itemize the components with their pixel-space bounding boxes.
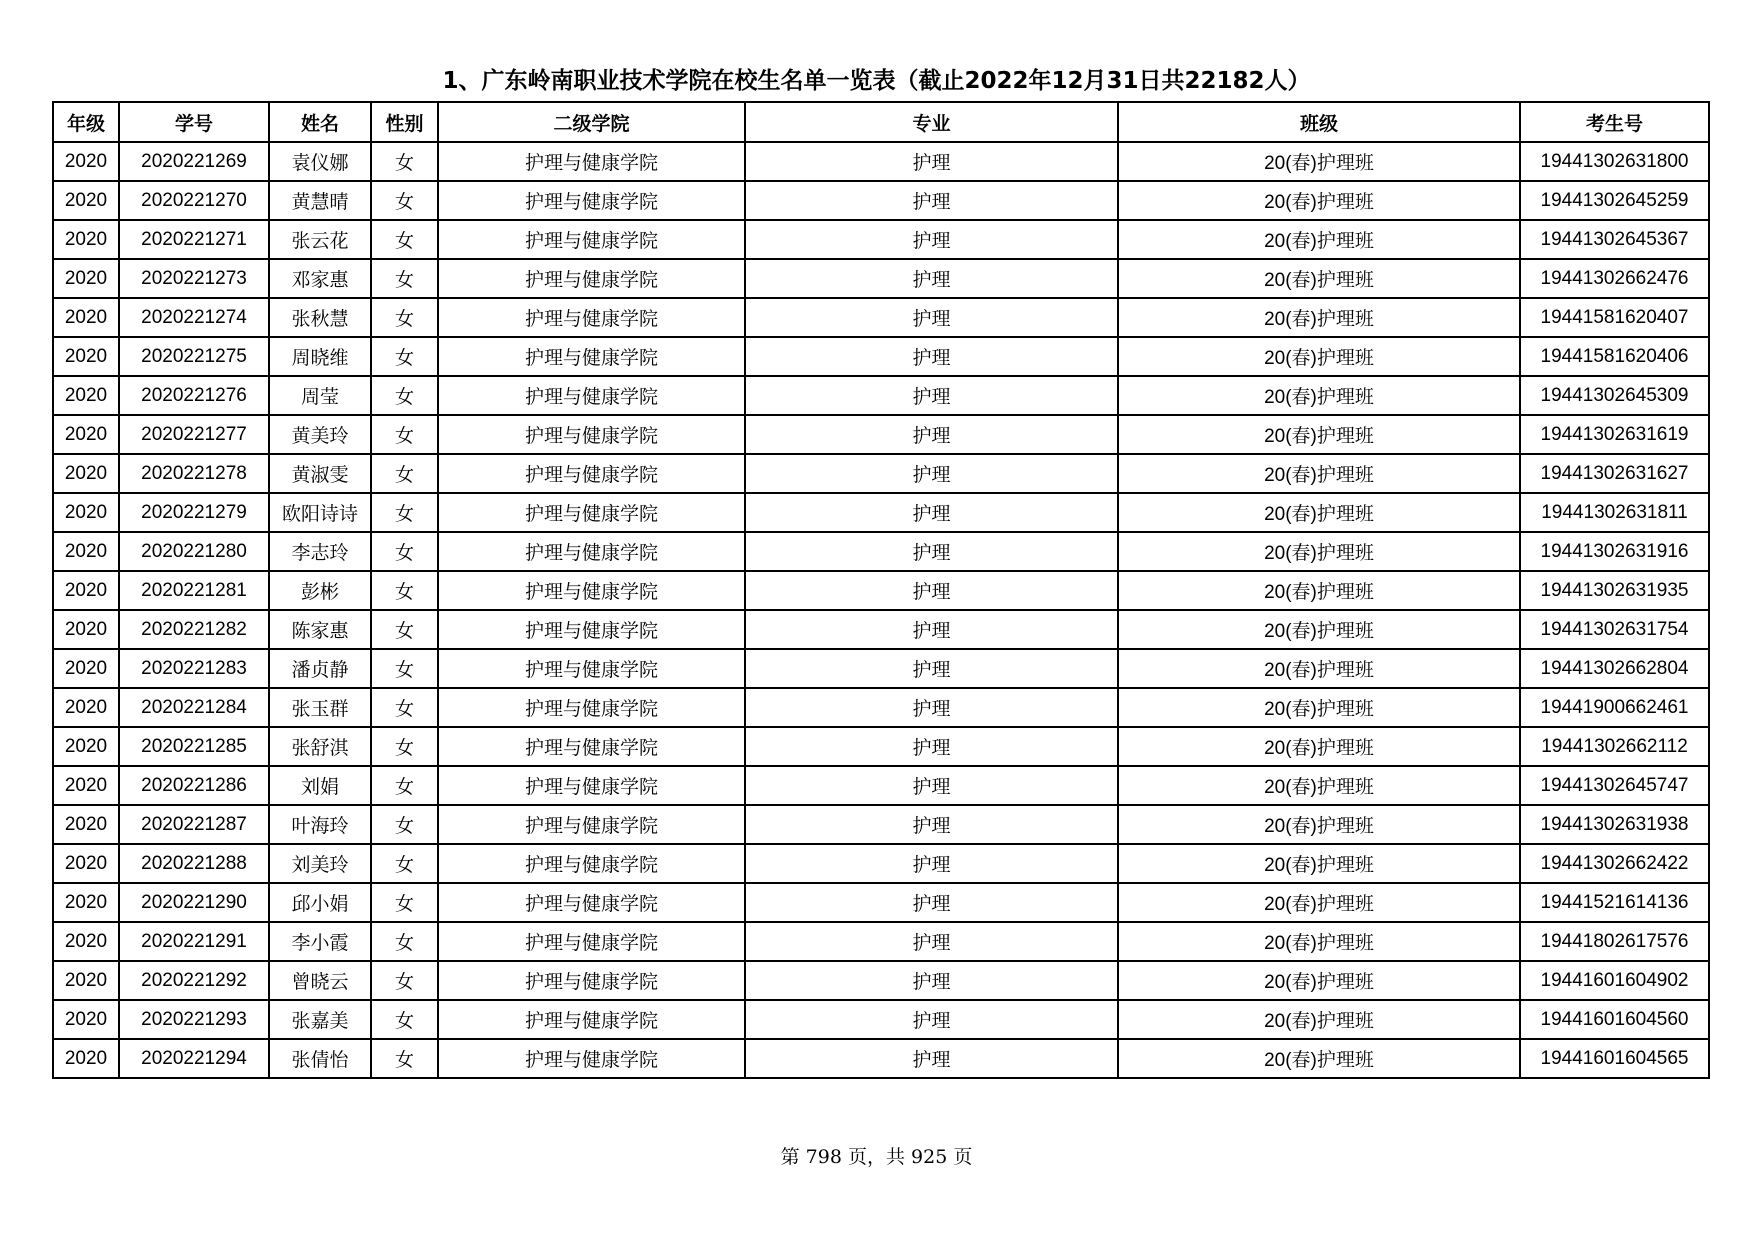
header-row — [53, 102, 1709, 142]
exam-number-cell: 19441601604565 — [1520, 1039, 1709, 1078]
exam-number-cell: 19441302662112 — [1520, 727, 1709, 766]
exam-number-cell: 19441802617576 — [1520, 922, 1709, 961]
name-cell: 潘贞静 — [269, 649, 371, 688]
grade-cell: 2020 — [53, 337, 119, 376]
student-id-cell: 2020221290 — [119, 883, 269, 922]
major-cell: 护理 — [745, 844, 1118, 883]
student-id-cell: 2020221277 — [119, 415, 269, 454]
grade-cell: 2020 — [53, 1039, 119, 1078]
class-cell: 20(春)护理班 — [1118, 844, 1520, 883]
name-cell: 李小霞 — [269, 922, 371, 961]
class-cell: 20(春)护理班 — [1118, 883, 1520, 922]
college-cell: 护理与健康学院 — [438, 298, 745, 337]
college-cell: 护理与健康学院 — [438, 454, 745, 493]
major-cell: 护理 — [745, 805, 1118, 844]
exam-number-cell: 19441521614136 — [1520, 883, 1709, 922]
college-cell: 护理与健康学院 — [438, 1039, 745, 1078]
name-cell: 黄美玲 — [269, 415, 371, 454]
student-id-cell: 2020221288 — [119, 844, 269, 883]
major-cell: 护理 — [745, 649, 1118, 688]
table-row — [53, 961, 1709, 1000]
major-cell: 护理 — [745, 298, 1118, 337]
major-cell: 护理 — [745, 142, 1118, 181]
gender-cell: 女 — [371, 142, 438, 181]
exam-number-cell: 19441302631811 — [1520, 493, 1709, 532]
document-title: 1、广东岭南职业技术学院在校生名单一览表（截止2022年12月31日共22182人） — [442, 68, 1311, 94]
exam-number-cell: 19441302645309 — [1520, 376, 1709, 415]
student-id-cell: 2020221291 — [119, 922, 269, 961]
exam-number-cell: 19441302631754 — [1520, 610, 1709, 649]
college-cell: 护理与健康学院 — [438, 376, 745, 415]
class-cell: 20(春)护理班 — [1118, 376, 1520, 415]
name-cell: 黄慧晴 — [269, 181, 371, 220]
table-row — [53, 649, 1709, 688]
name-cell: 张舒淇 — [269, 727, 371, 766]
grade-cell: 2020 — [53, 142, 119, 181]
grade-cell: 2020 — [53, 1000, 119, 1039]
class-cell: 20(春)护理班 — [1118, 337, 1520, 376]
table-row — [53, 1039, 1709, 1078]
header-major: 专业 — [745, 102, 1118, 142]
college-cell: 护理与健康学院 — [438, 181, 745, 220]
table-row — [53, 805, 1709, 844]
class-cell: 20(春)护理班 — [1118, 493, 1520, 532]
name-cell: 袁仪娜 — [269, 142, 371, 181]
header-college: 二级学院 — [438, 102, 745, 142]
table-row — [53, 493, 1709, 532]
table-row — [53, 571, 1709, 610]
gender-cell: 女 — [371, 883, 438, 922]
grade-cell: 2020 — [53, 259, 119, 298]
header-gender: 性别 — [371, 102, 438, 142]
grade-cell: 2020 — [53, 493, 119, 532]
name-cell: 张玉群 — [269, 688, 371, 727]
college-cell: 护理与健康学院 — [438, 220, 745, 259]
grade-cell: 2020 — [53, 376, 119, 415]
gender-cell: 女 — [371, 727, 438, 766]
grade-cell: 2020 — [53, 883, 119, 922]
class-cell: 20(春)护理班 — [1118, 766, 1520, 805]
class-cell: 20(春)护理班 — [1118, 454, 1520, 493]
college-cell: 护理与健康学院 — [438, 688, 745, 727]
grade-cell: 2020 — [53, 649, 119, 688]
table-row — [53, 688, 1709, 727]
student-id-cell: 2020221276 — [119, 376, 269, 415]
table-row — [53, 415, 1709, 454]
grade-cell: 2020 — [53, 298, 119, 337]
gender-cell: 女 — [371, 259, 438, 298]
exam-number-cell: 19441302645259 — [1520, 181, 1709, 220]
student-id-cell: 2020221287 — [119, 805, 269, 844]
table-row — [53, 922, 1709, 961]
table-row — [53, 532, 1709, 571]
major-cell: 护理 — [745, 376, 1118, 415]
name-cell: 欧阳诗诗 — [269, 493, 371, 532]
gender-cell: 女 — [371, 649, 438, 688]
student-id-cell: 2020221269 — [119, 142, 269, 181]
student-id-cell: 2020221286 — [119, 766, 269, 805]
grade-cell: 2020 — [53, 805, 119, 844]
gender-cell: 女 — [371, 415, 438, 454]
name-cell: 张嘉美 — [269, 1000, 371, 1039]
gender-cell: 女 — [371, 805, 438, 844]
grade-cell: 2020 — [53, 532, 119, 571]
major-cell: 护理 — [745, 415, 1118, 454]
gender-cell: 女 — [371, 1039, 438, 1078]
grade-cell: 2020 — [53, 220, 119, 259]
student-id-cell: 2020221270 — [119, 181, 269, 220]
class-cell: 20(春)护理班 — [1118, 1000, 1520, 1039]
header-grade: 年级 — [53, 102, 119, 142]
exam-number-cell: 19441302645747 — [1520, 766, 1709, 805]
gender-cell: 女 — [371, 922, 438, 961]
table-row — [53, 259, 1709, 298]
table-row — [53, 610, 1709, 649]
table-row — [53, 1000, 1709, 1039]
class-cell: 20(春)护理班 — [1118, 688, 1520, 727]
exam-number-cell: 19441302631916 — [1520, 532, 1709, 571]
table-row — [53, 220, 1709, 259]
major-cell: 护理 — [745, 493, 1118, 532]
class-cell: 20(春)护理班 — [1118, 220, 1520, 259]
college-cell: 护理与健康学院 — [438, 649, 745, 688]
table-row — [53, 454, 1709, 493]
grade-cell: 2020 — [53, 415, 119, 454]
gender-cell: 女 — [371, 610, 438, 649]
name-cell: 周晓维 — [269, 337, 371, 376]
gender-cell: 女 — [371, 766, 438, 805]
student-id-cell: 2020221274 — [119, 298, 269, 337]
name-cell: 周莹 — [269, 376, 371, 415]
major-cell: 护理 — [745, 610, 1118, 649]
college-cell: 护理与健康学院 — [438, 532, 745, 571]
major-cell: 护理 — [745, 688, 1118, 727]
gender-cell: 女 — [371, 337, 438, 376]
class-cell: 20(春)护理班 — [1118, 415, 1520, 454]
college-cell: 护理与健康学院 — [438, 610, 745, 649]
gender-cell: 女 — [371, 688, 438, 727]
student-id-cell: 2020221271 — [119, 220, 269, 259]
student-id-cell: 2020221279 — [119, 493, 269, 532]
table-body — [53, 142, 1709, 1078]
class-cell: 20(春)护理班 — [1118, 532, 1520, 571]
class-cell: 20(春)护理班 — [1118, 922, 1520, 961]
grade-cell: 2020 — [53, 727, 119, 766]
student-id-cell: 2020221278 — [119, 454, 269, 493]
table-row — [53, 298, 1709, 337]
name-cell: 张云花 — [269, 220, 371, 259]
name-cell: 邱小娟 — [269, 883, 371, 922]
name-cell: 张秋慧 — [269, 298, 371, 337]
college-cell: 护理与健康学院 — [438, 142, 745, 181]
grade-cell: 2020 — [53, 922, 119, 961]
major-cell: 护理 — [745, 1000, 1118, 1039]
student-id-cell: 2020221293 — [119, 1000, 269, 1039]
major-cell: 护理 — [745, 766, 1118, 805]
table-row — [53, 766, 1709, 805]
exam-number-cell: 19441900662461 — [1520, 688, 1709, 727]
college-cell: 护理与健康学院 — [438, 961, 745, 1000]
student-id-cell: 2020221294 — [119, 1039, 269, 1078]
gender-cell: 女 — [371, 493, 438, 532]
header-name: 姓名 — [269, 102, 371, 142]
grade-cell: 2020 — [53, 961, 119, 1000]
class-cell: 20(春)护理班 — [1118, 805, 1520, 844]
name-cell: 曾晓云 — [269, 961, 371, 1000]
college-cell: 护理与健康学院 — [438, 727, 745, 766]
gender-cell: 女 — [371, 532, 438, 571]
major-cell: 护理 — [745, 259, 1118, 298]
header-class: 班级 — [1118, 102, 1520, 142]
header-exam-number: 考生号 — [1520, 102, 1709, 142]
grade-cell: 2020 — [53, 454, 119, 493]
class-cell: 20(春)护理班 — [1118, 649, 1520, 688]
student-id-cell: 2020221273 — [119, 259, 269, 298]
grade-cell: 2020 — [53, 844, 119, 883]
exam-number-cell: 19441302631627 — [1520, 454, 1709, 493]
major-cell: 护理 — [745, 883, 1118, 922]
gender-cell: 女 — [371, 844, 438, 883]
header-student-id: 学号 — [119, 102, 269, 142]
exam-number-cell: 19441581620406 — [1520, 337, 1709, 376]
exam-number-cell: 19441581620407 — [1520, 298, 1709, 337]
table-row — [53, 883, 1709, 922]
name-cell: 李志玲 — [269, 532, 371, 571]
class-cell: 20(春)护理班 — [1118, 961, 1520, 1000]
major-cell: 护理 — [745, 532, 1118, 571]
student-id-cell: 2020221284 — [119, 688, 269, 727]
class-cell: 20(春)护理班 — [1118, 259, 1520, 298]
college-cell: 护理与健康学院 — [438, 805, 745, 844]
student-id-cell: 2020221281 — [119, 571, 269, 610]
major-cell: 护理 — [745, 337, 1118, 376]
page-footer: 第 798 页，共 925 页 — [780, 1146, 973, 1168]
grade-cell: 2020 — [53, 766, 119, 805]
gender-cell: 女 — [371, 571, 438, 610]
college-cell: 护理与健康学院 — [438, 766, 745, 805]
grade-cell: 2020 — [53, 688, 119, 727]
student-id-cell: 2020221282 — [119, 610, 269, 649]
student-id-cell: 2020221275 — [119, 337, 269, 376]
major-cell: 护理 — [745, 220, 1118, 259]
student-id-cell: 2020221280 — [119, 532, 269, 571]
college-cell: 护理与健康学院 — [438, 922, 745, 961]
exam-number-cell: 19441302631938 — [1520, 805, 1709, 844]
grade-cell: 2020 — [53, 181, 119, 220]
name-cell: 刘娟 — [269, 766, 371, 805]
college-cell: 护理与健康学院 — [438, 1000, 745, 1039]
exam-number-cell: 19441302662476 — [1520, 259, 1709, 298]
exam-number-cell: 19441302662804 — [1520, 649, 1709, 688]
student-id-cell: 2020221292 — [119, 961, 269, 1000]
college-cell: 护理与健康学院 — [438, 571, 745, 610]
gender-cell: 女 — [371, 181, 438, 220]
gender-cell: 女 — [371, 220, 438, 259]
name-cell: 黄淑雯 — [269, 454, 371, 493]
gender-cell: 女 — [371, 1000, 438, 1039]
college-cell: 护理与健康学院 — [438, 259, 745, 298]
name-cell: 邓家惠 — [269, 259, 371, 298]
class-cell: 20(春)护理班 — [1118, 727, 1520, 766]
major-cell: 护理 — [745, 922, 1118, 961]
gender-cell: 女 — [371, 376, 438, 415]
class-cell: 20(春)护理班 — [1118, 142, 1520, 181]
gender-cell: 女 — [371, 454, 438, 493]
student-roster-table — [52, 101, 1710, 1079]
college-cell: 护理与健康学院 — [438, 337, 745, 376]
college-cell: 护理与健康学院 — [438, 883, 745, 922]
table-row — [53, 727, 1709, 766]
class-cell: 20(春)护理班 — [1118, 571, 1520, 610]
grade-cell: 2020 — [53, 571, 119, 610]
exam-number-cell: 19441601604902 — [1520, 961, 1709, 1000]
major-cell: 护理 — [745, 181, 1118, 220]
exam-number-cell: 19441302631619 — [1520, 415, 1709, 454]
class-cell: 20(春)护理班 — [1118, 181, 1520, 220]
name-cell: 刘美玲 — [269, 844, 371, 883]
table-row — [53, 181, 1709, 220]
exam-number-cell: 19441601604560 — [1520, 1000, 1709, 1039]
name-cell: 叶海玲 — [269, 805, 371, 844]
exam-number-cell: 19441302631800 — [1520, 142, 1709, 181]
major-cell: 护理 — [745, 961, 1118, 1000]
table-row — [53, 337, 1709, 376]
major-cell: 护理 — [745, 727, 1118, 766]
major-cell: 护理 — [745, 571, 1118, 610]
gender-cell: 女 — [371, 961, 438, 1000]
grade-cell: 2020 — [53, 610, 119, 649]
gender-cell: 女 — [371, 298, 438, 337]
class-cell: 20(春)护理班 — [1118, 298, 1520, 337]
table-row — [53, 376, 1709, 415]
student-id-cell: 2020221283 — [119, 649, 269, 688]
college-cell: 护理与健康学院 — [438, 415, 745, 454]
college-cell: 护理与健康学院 — [438, 493, 745, 532]
college-cell: 护理与健康学院 — [438, 844, 745, 883]
exam-number-cell: 19441302631935 — [1520, 571, 1709, 610]
name-cell: 彭彬 — [269, 571, 371, 610]
major-cell: 护理 — [745, 454, 1118, 493]
class-cell: 20(春)护理班 — [1118, 1039, 1520, 1078]
name-cell: 张倩怡 — [269, 1039, 371, 1078]
table-row — [53, 844, 1709, 883]
table-row — [53, 142, 1709, 181]
exam-number-cell: 19441302662422 — [1520, 844, 1709, 883]
major-cell: 护理 — [745, 1039, 1118, 1078]
exam-number-cell: 19441302645367 — [1520, 220, 1709, 259]
class-cell: 20(春)护理班 — [1118, 610, 1520, 649]
student-id-cell: 2020221285 — [119, 727, 269, 766]
name-cell: 陈家惠 — [269, 610, 371, 649]
